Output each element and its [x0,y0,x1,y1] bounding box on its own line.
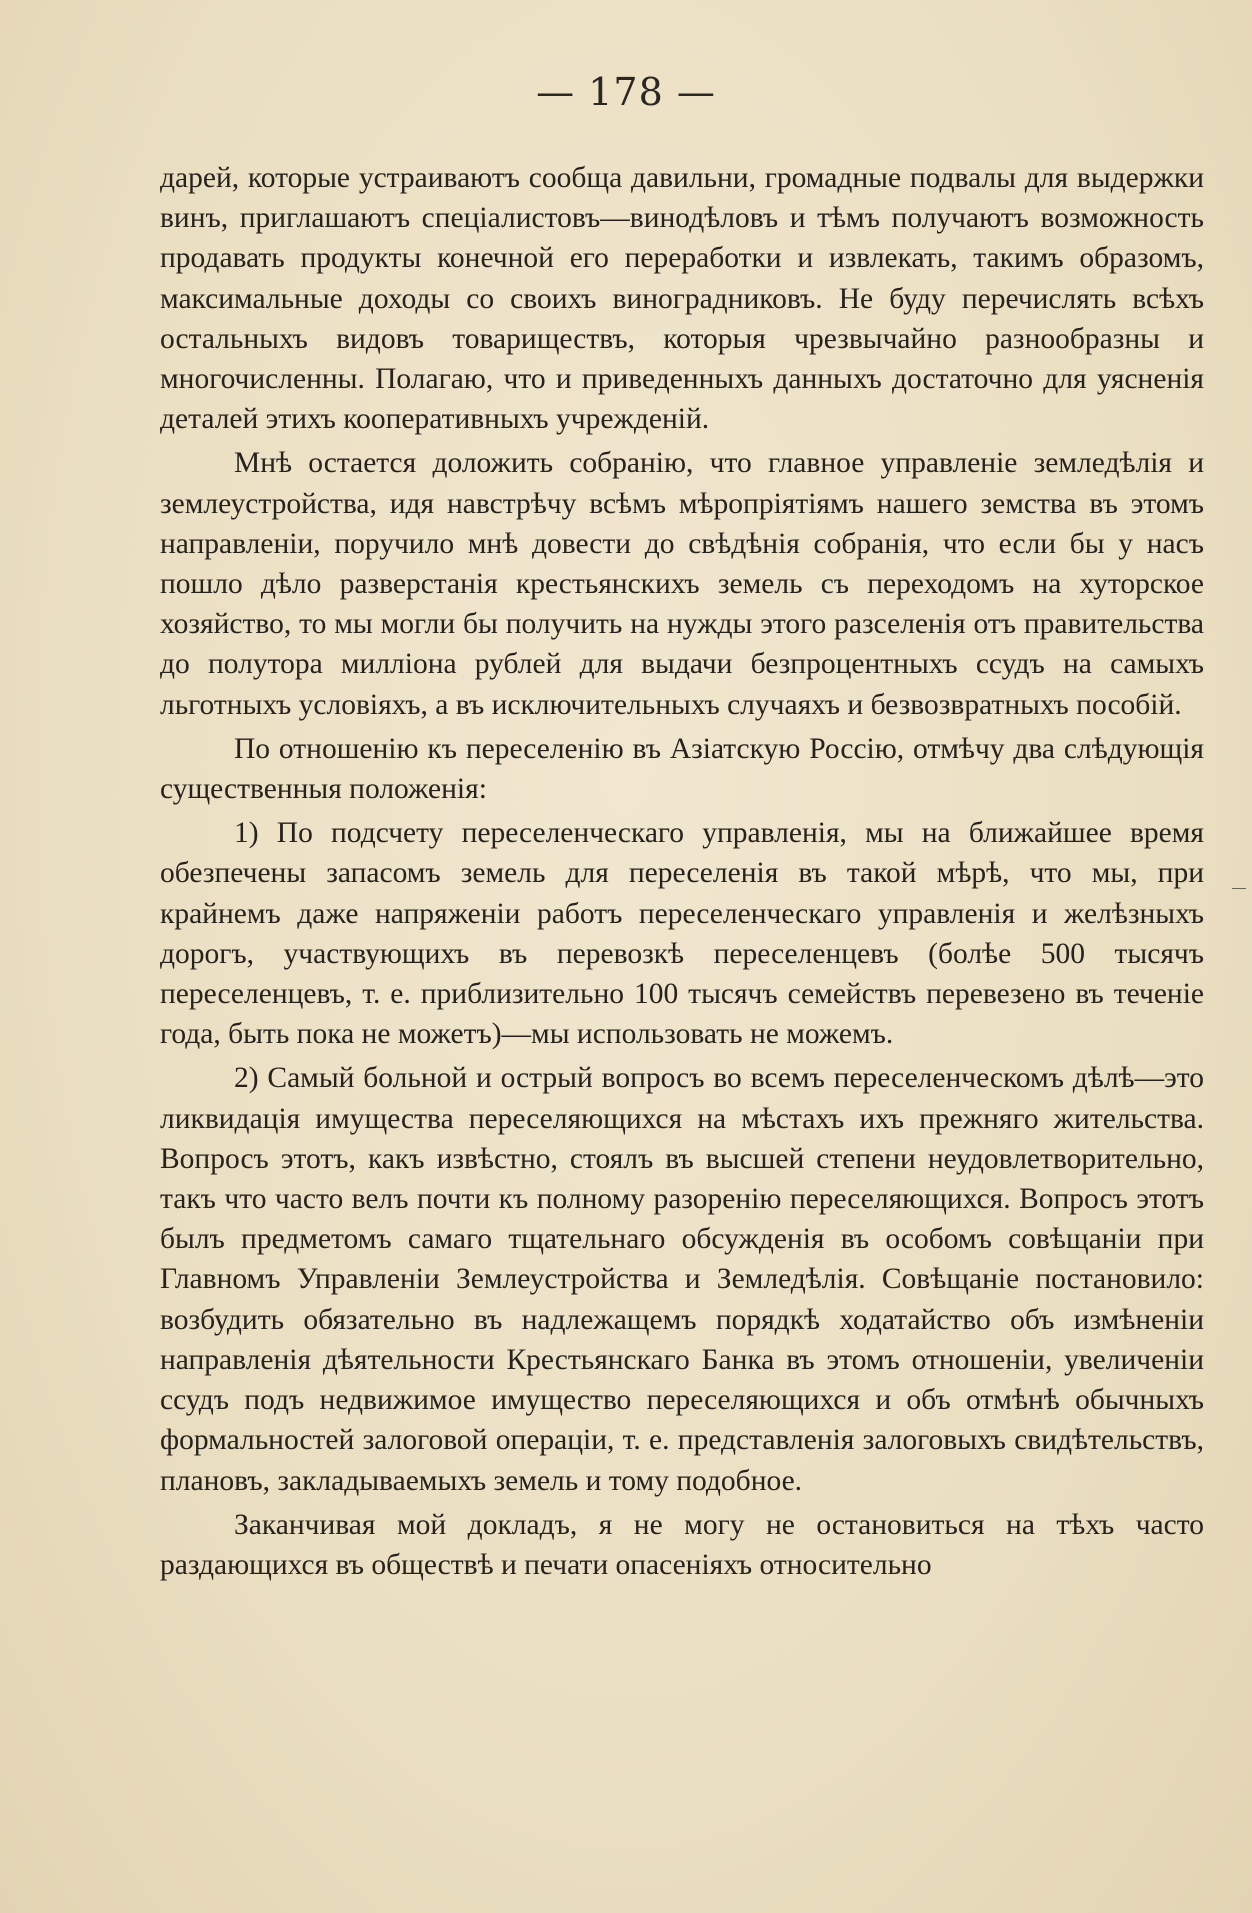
margin-mark [1232,888,1246,889]
page-number: — 178 — [536,70,716,114]
body-text [160,158,1204,1585]
paragraph-asian-russia: По отношенію къ переселенію въ Азіатскую Россію, отмѣчу два слѣдующія существенныя положенія: [160,732,1204,806]
paragraph-conclusion: Заканчивая мой докладъ, я не могу не остановиться на тѣхъ часто раздающихся въ обществѣ и печати опасеніяхъ относительно [160,1508,1204,1581]
paragraph-continuation: дарей, которые устраиваютъ сообща давильни, громадные подвалы для выдержки винъ, приглашаютъ спеціалистовъ—винодѣловъ и тѣмъ получаютъ возможность продавать продукты конечной его переработки и извлекать, такимъ образомъ, максимальные доходы со своихъ виноградниковъ. Не буду перечислять всѣхъ остальныхъ видовъ товариществъ, которыя чрезвычайно разнообразны и многочисленны. Полагаю, что и приведенныхъ данныхъ достаточно для уясненія деталей этихъ кооперативныхъ учрежденій. [160,162,1204,436]
paragraph-land-resettlement: Мнѣ остается доложить собранію, что главное управленіе земледѣлія и землеустройства, идя навстрѣчу всѣмъ мѣропріятіямъ нашего земства въ этомъ направленіи, поручило мнѣ довести до свѣдѣнія собранія, что если бы у насъ пошло дѣло разверстанія крестьянскихъ земель съ переходомъ на хуторское хозяйство, то мы могли бы получить на нужды этого разселенія отъ правительства до полутора милліона рублей для выдачи безпроцентныхъ ссудъ на самыхъ льготныхъ условіяхъ, а въ исключительныхъ случаяхъ и безвозвратныхъ пособій. [160,447,1204,721]
paragraph-point-2: 2) Самый больной и острый вопросъ во всемъ переселенческомъ дѣлѣ—это ликвидація имущества переселяющихся на мѣстахъ ихъ прежняго жительства. Вопросъ этотъ, какъ извѣстно, стоялъ въ высшей степени неудовлетворительно, такъ что часто велъ почти къ полному разоренію переселяющихся. Вопросъ этотъ былъ предметомъ самаго тщательнаго обсужденія въ особомъ совѣщаніи при Главномъ Управленіи Землеустройства и Земледѣлія. Совѣщаніе постановило: возбудить обязательно въ надлежащемъ порядкѣ ходатайство объ измѣненіи направленія дѣятельности Крестьянскаго Банка въ этомъ отношеніи, увеличеніи ссудъ подъ недвижимое имущество переселяющихся и объ отмѣнѣ обычныхъ формальностей залоговой операціи, т. е. представленія залоговыхъ свидѣтельствъ, плановъ, закладываемыхъ земель и тому подобное. [160,1062,1204,1497]
paragraph-point-1: 1) По подсчету переселенческаго управленія, мы на ближайшее время обезпечены запасомъ земель для переселенія въ такой мѣрѣ, что мы, при крайнемъ даже напряженіи работъ переселенческаго управленія и желѣзныхъ дорогъ, участвующихъ въ перевозкѣ переселенцевъ (болѣе 500 тысячъ переселенцевъ, т. е. приблизительно 100 тысячъ семействъ перевезено въ теченіе года, быть пока не можетъ)—мы использовать не можемъ. [160,817,1204,1051]
